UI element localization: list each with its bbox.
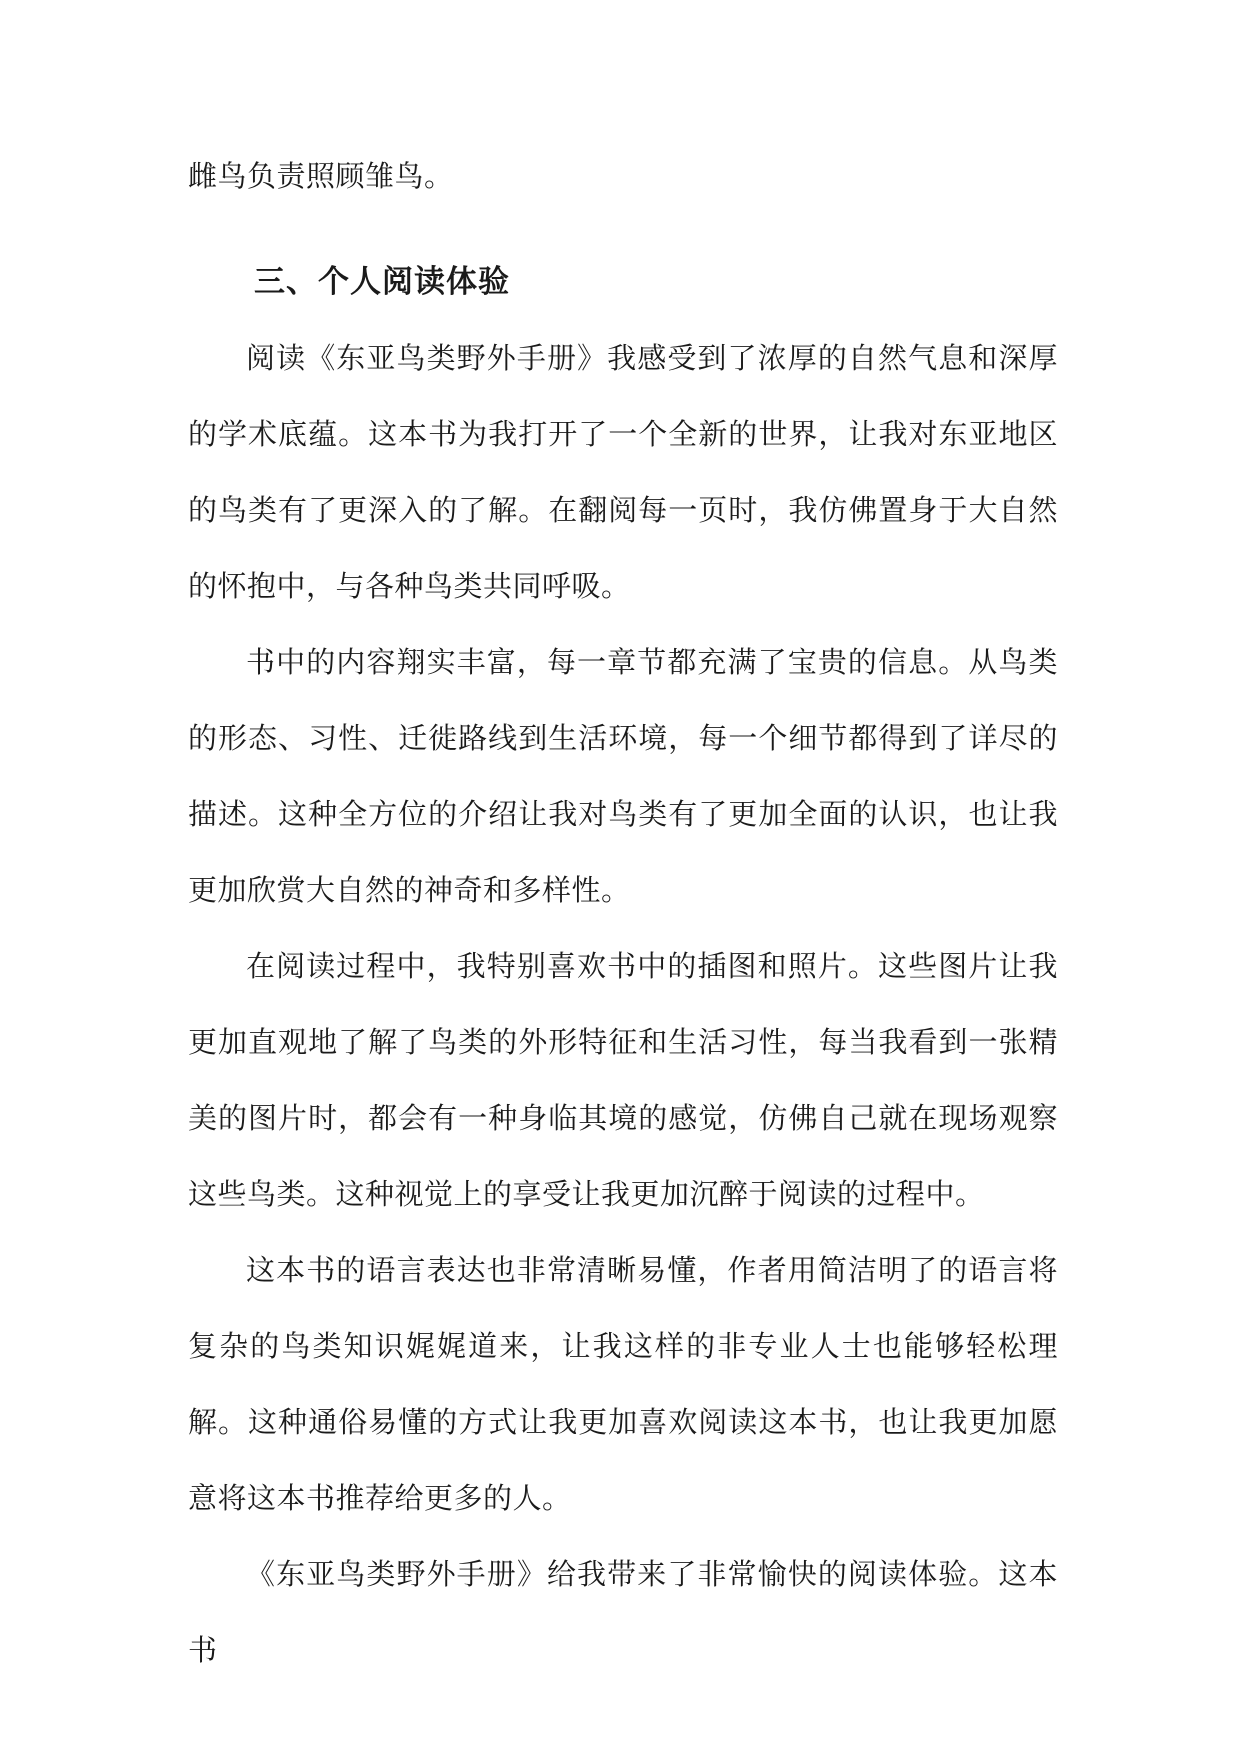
paragraph-4: 这本书的语言表达也非常清晰易懂，作者用简洁明了的语言将复杂的鸟类知识娓娓道来，让我这样的非专业人士也能够轻松理解。这种通俗易懂的方式让我更加喜欢阅读这本书，也让我更加愿意将这本书推荐给更多的人。: [188, 1253, 1058, 1515]
document-body: [188, 138, 1058, 1688]
paragraph-2: 书中的内容翔实丰富，每一章节都充满了宝贵的信息。从鸟类的形态、习性、迁徙路线到生活环境，每一个细节都得到了详尽的描述。这种全方位的介绍让我对鸟类有了更加全面的认识，也让我更加欣赏大自然的神奇和多样性。: [188, 645, 1058, 907]
continuation-text: 雌鸟负责照顾雏鸟。: [188, 159, 454, 193]
paragraph-3: 在阅读过程中，我特别喜欢书中的插图和照片。这些图片让我更加直观地了解了鸟类的外形特征和生活习性，每当我看到一张精美的图片时，都会有一种身临其境的感觉，仿佛自己就在现场观察这些鸟类。这种视觉上的享受让我更加沉醉于阅读的过程中。: [188, 949, 1058, 1211]
paragraph-5: 《东亚鸟类野外手册》给我带来了非常愉快的阅读体验。这本书: [188, 1557, 1058, 1667]
section-heading: 三、个人阅读体验: [254, 264, 510, 300]
paragraph-1: 阅读《东亚鸟类野外手册》我感受到了浓厚的自然气息和深厚的学术底蕴。这本书为我打开了一个全新的世界，让我对东亚地区的鸟类有了更深入的了解。在翻阅每一页时，我仿佛置身于大自然的怀抱中，与各种鸟类共同呼吸。: [188, 341, 1058, 603]
